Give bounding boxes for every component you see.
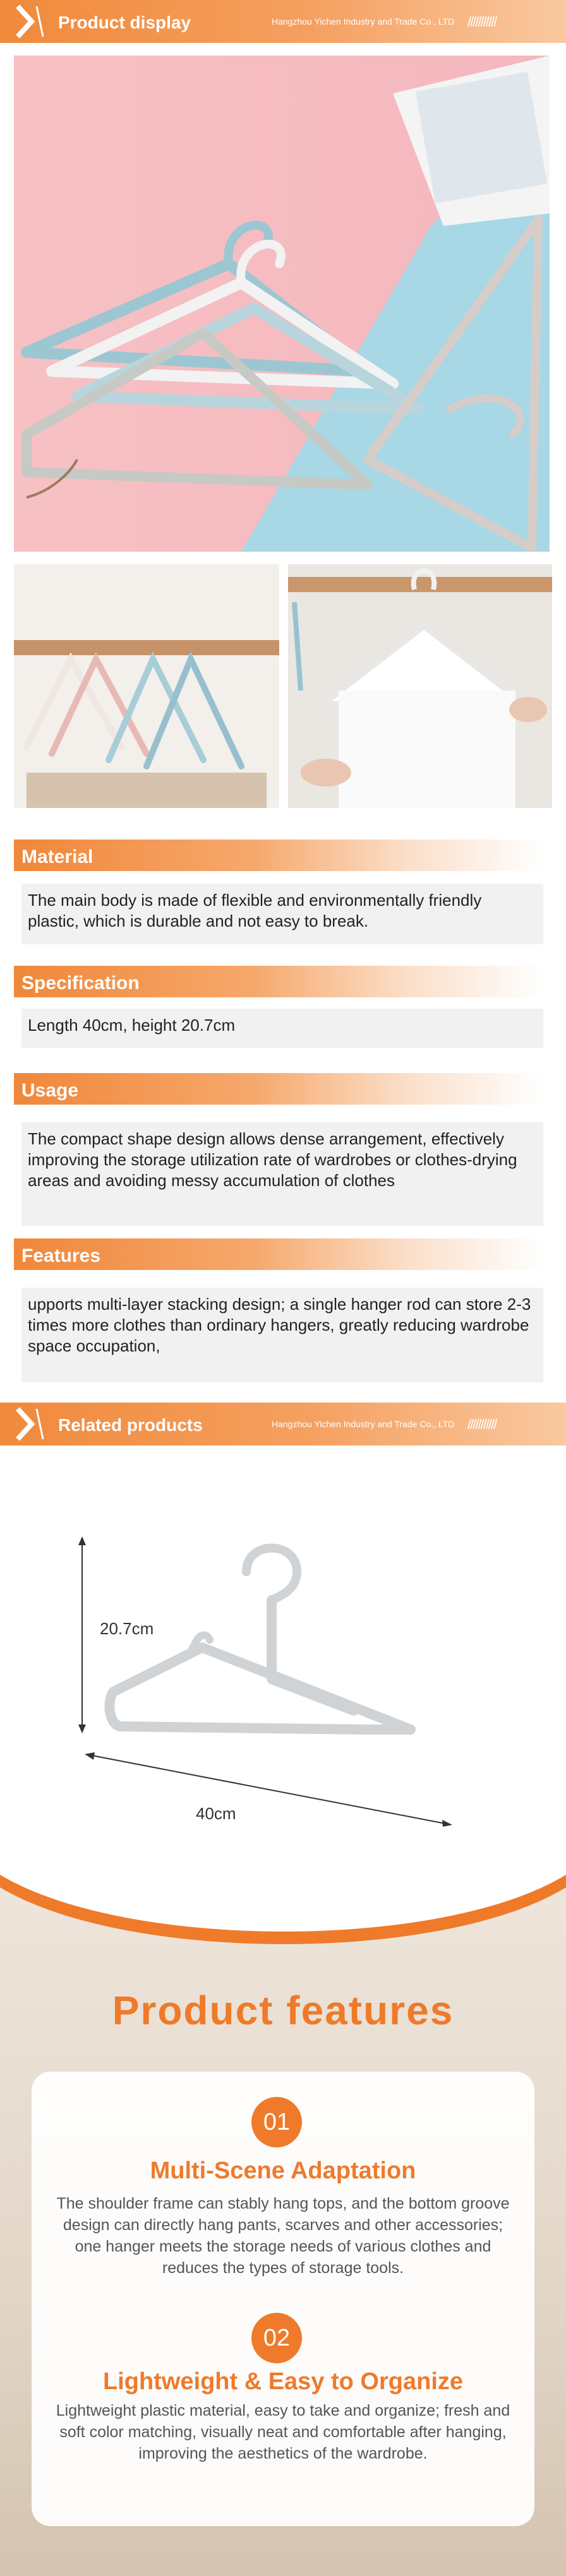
length-label: 40cm: [196, 1804, 236, 1823]
decorative-slashes: ///////////: [467, 1416, 497, 1432]
feature-desc-02: Lightweight plastic material, easy to take and organize; fresh and soft color matching, visually neat and comfortable after hanging, improving the aesthetics of the wardrobe.: [56, 2402, 510, 2462]
material-text: The main body is made of flexible and environmentally friendly plastic, which is durable and not easy to break.: [21, 884, 543, 944]
features-text: upports multi-layer stacking design; a single hanger rod can store 2-3 times more clothes than ordinary hangers, greatly reducing wardrobe space occupation,: [21, 1288, 543, 1382]
section-title: Related products: [58, 1415, 203, 1435]
decorative-slashes: ///////////: [467, 14, 497, 30]
product-main-image: [14, 56, 550, 552]
feature-title-01: Multi-Scene Adaptation: [150, 2158, 416, 2184]
feature-title-02: Lightweight & Easy to Organize: [102, 2368, 464, 2395]
company-name: Hangzhou Yichen Industry and Trade Co., LTD: [272, 1419, 455, 1429]
feature-desc-01: The shoulder frame can stably hang tops, and the bottom groove design can directly hang pants, scarves and other accessories; one hanger meets the storage needs of various clothes and reduces the types of storage tools.: [56, 2195, 510, 2277]
section-title: Product display: [58, 13, 191, 32]
specification-text: Length 40cm, height 20.7cm: [21, 1009, 543, 1048]
dimension-diagram: [0, 1471, 566, 1862]
specification-label-bar: [14, 966, 543, 997]
product-display-header: [0, 0, 566, 43]
length-dimension-line: [88, 1755, 449, 1824]
features-label: Features: [21, 1245, 101, 1266]
feature-number-02: 02: [251, 2313, 302, 2363]
hangers-on-rod-image: [14, 564, 279, 808]
feature-number-01: 01: [251, 2097, 302, 2147]
features-label-bar: [14, 1238, 543, 1270]
related-products-header: [0, 1403, 566, 1445]
chevron-right-icon: [9, 0, 47, 43]
company-name: Hangzhou Yichen Industry and Trade Co., LTD: [272, 16, 455, 27]
product-features-title: Product features: [112, 1988, 454, 2033]
hanger-with-shirt-image: [288, 564, 552, 808]
specification-label: Specification: [21, 973, 140, 994]
chevron-right-icon: [9, 1403, 47, 1445]
usage-text: The compact shape design allows dense arrangement, effectively improving the storage utilization rate of wardrobes or clothes-drying areas and avoiding messy accumulation of clothes: [21, 1122, 543, 1226]
usage-label: Usage: [21, 1080, 79, 1101]
material-label: Material: [21, 846, 93, 867]
height-label: 20.7cm: [100, 1619, 154, 1638]
material-label-bar: [14, 840, 543, 871]
orange-wave: [0, 1862, 566, 1950]
usage-label-bar: [14, 1073, 543, 1105]
